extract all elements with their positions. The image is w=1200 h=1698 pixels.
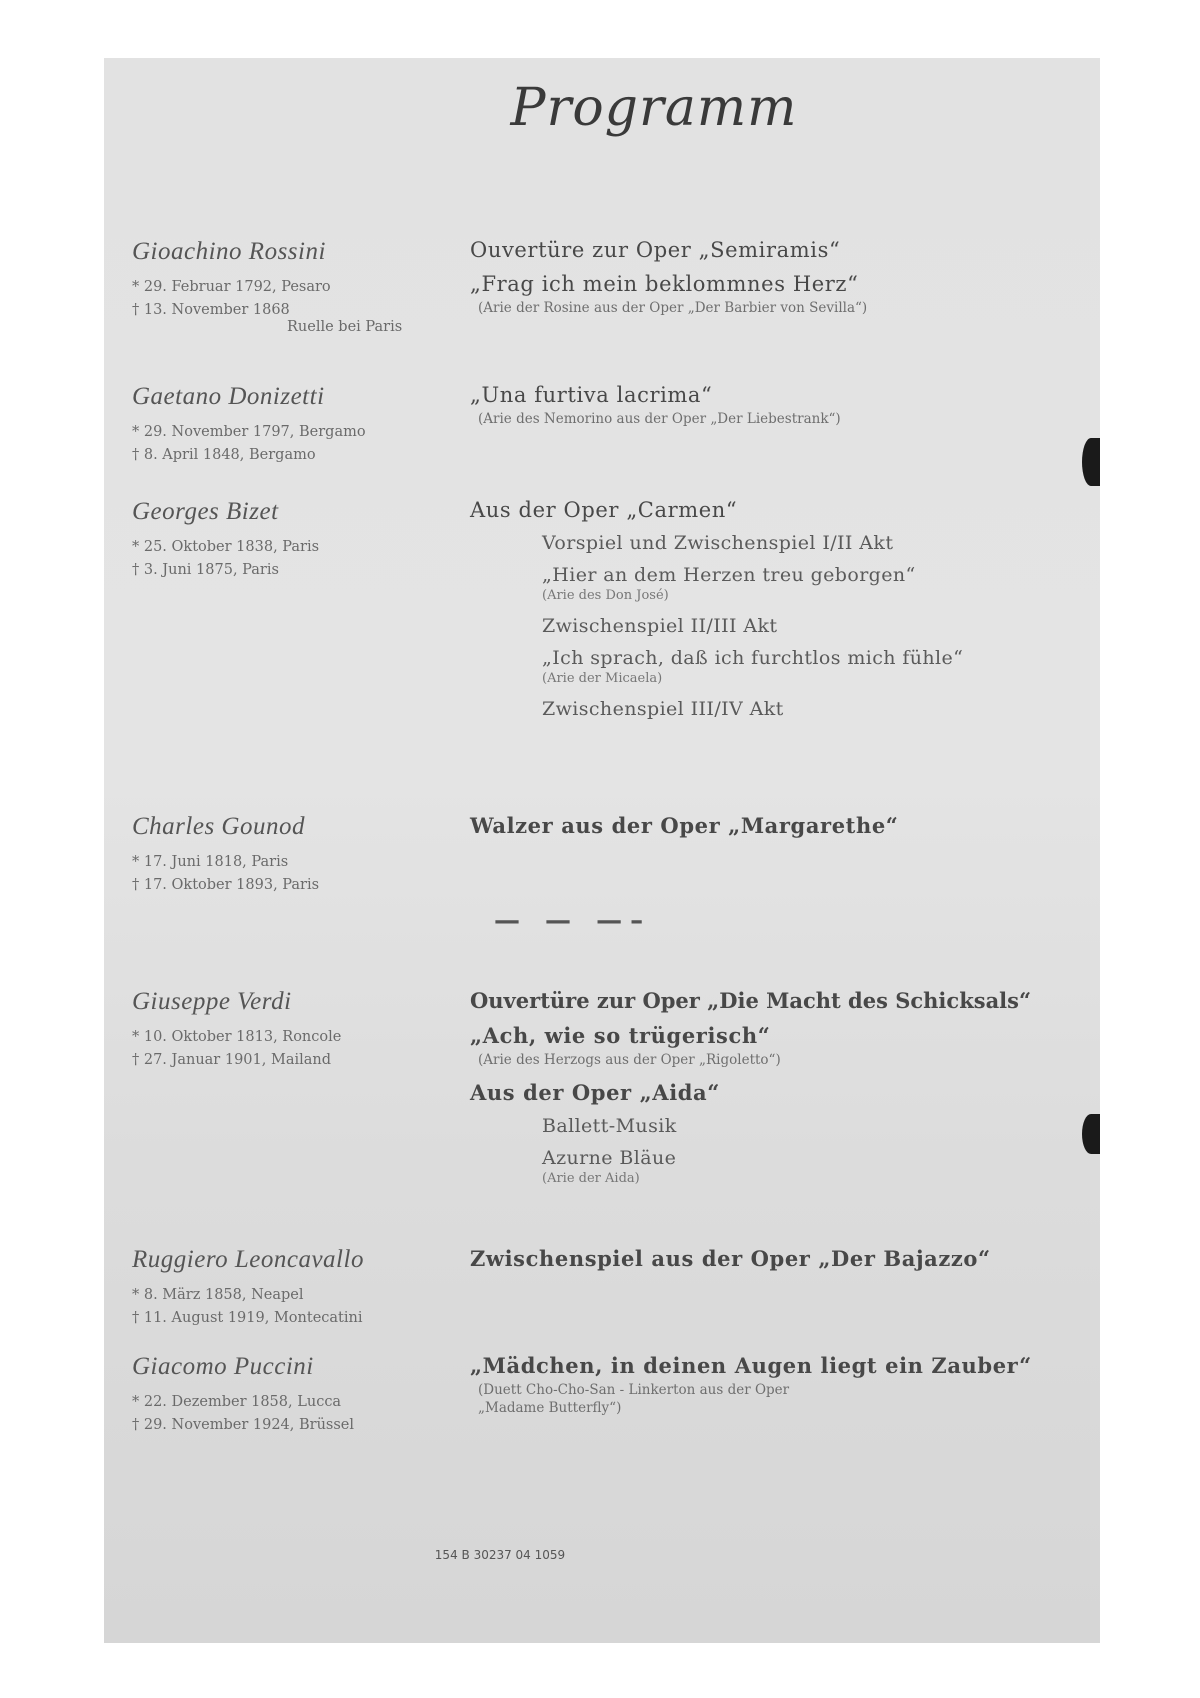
death-date: † 13. November 1868 [132,302,290,318]
death-date: † 11. August 1919, Montecatini [132,1310,363,1326]
print-code: 154 B 30237 04 1059 [434,1548,566,1562]
work-title: „Mädchen, in deinen Augen liegt ein Zauber“ [470,1353,1032,1378]
birth-date: * 17. Juni 1818, Paris [132,854,289,870]
work-title: Walzer aus der Oper „Margarethe“ [470,813,899,838]
composer-info [132,988,432,1072]
work-title: Zwischenspiel aus der Oper „Der Bajazzo“ [470,1246,991,1271]
composer-name: Gaetano Donizetti [132,383,325,410]
program-sheet [104,58,1100,1643]
works-list [470,238,1090,328]
work-title: Ouvertüre zur Oper „Semiramis“ [470,238,841,262]
composer-name: Georges Bizet [132,498,279,525]
composer-info [132,383,432,467]
composer-info [132,238,432,339]
birth-date: * 8. März 1858, Neapel [132,1287,304,1303]
composer-name: Ruggiero Leoncavallo [132,1246,364,1273]
works-list [470,383,1090,439]
composer-name: Charles Gounod [132,813,305,840]
work-part-note: (Arie des Don José) [542,588,669,603]
death-date: † 17. Oktober 1893, Paris [132,877,320,893]
work-title: „Una furtiva lacrima“ [470,383,713,407]
works-list [470,988,1090,1198]
works-list [470,1246,1090,1281]
work-title: „Frag ich mein beklommnes Herz“ [470,272,859,296]
work-note: (Arie des Herzogs aus der Oper „Rigoletto“) [478,1052,781,1068]
work-note: „Madame Butterfly“) [478,1400,622,1416]
birth-date: * 25. Oktober 1838, Paris [132,539,320,555]
work-part-note: (Arie der Micaela) [542,671,663,686]
death-date: † 8. April 1848, Bergamo [132,447,316,463]
death-date: † 27. Januar 1901, Mailand [132,1052,331,1068]
death-place: Ruelle bei Paris [287,319,403,335]
work-title: Ouvertüre zur Oper „Die Macht des Schicksals“ [470,988,1032,1013]
work-part: Zwischenspiel II/III Akt [542,615,778,637]
punch-hole [1082,438,1100,486]
composer-info [132,813,432,897]
work-part: Ballett-Musik [542,1115,677,1137]
birth-date: * 29. November 1797, Bergamo [132,424,366,440]
work-note: (Duett Cho-Cho-San - Linkerton aus der Oper [478,1382,790,1398]
composer-info [132,498,432,582]
death-date: † 29. November 1924, Brüssel [132,1417,355,1433]
work-title: „Ach, wie so trügerisch“ [470,1023,771,1048]
works-list [470,1353,1090,1428]
work-title: Aus der Oper „Aida“ [470,1080,720,1105]
work-note: (Arie der Rosine aus der Oper „Der Barbier von Sevilla“) [478,300,868,316]
composer-info [132,1246,432,1330]
death-date: † 3. Juni 1875, Paris [132,562,279,578]
work-part: Azurne Bläue [542,1147,677,1169]
work-part: Zwischenspiel III/IV Akt [542,698,784,720]
composer-name: Giacomo Puccini [132,1353,314,1380]
work-part: Vorspiel und Zwischenspiel I/II Akt [542,532,894,554]
work-part-note: (Arie der Aida) [542,1171,640,1186]
composer-name: Gioachino Rossini [132,238,326,265]
works-list [470,498,1090,730]
section-separator: — — —– [494,906,652,936]
work-part: „Ich sprach, daß ich furchtlos mich fühle“ [542,647,964,669]
birth-date: * 22. Dezember 1858, Lucca [132,1394,342,1410]
composer-name: Giuseppe Verdi [132,988,292,1015]
works-list [470,813,1090,848]
work-part: „Hier an dem Herzen treu geborgen“ [542,564,916,586]
page-title: Programm [510,78,798,138]
composer-info [132,1353,432,1437]
work-title: Aus der Oper „Carmen“ [470,498,738,522]
birth-date: * 10. Oktober 1813, Roncole [132,1029,342,1045]
birth-date: * 29. Februar 1792, Pesaro [132,279,331,295]
work-note: (Arie des Nemorino aus der Oper „Der Liebestrank“) [478,411,841,427]
